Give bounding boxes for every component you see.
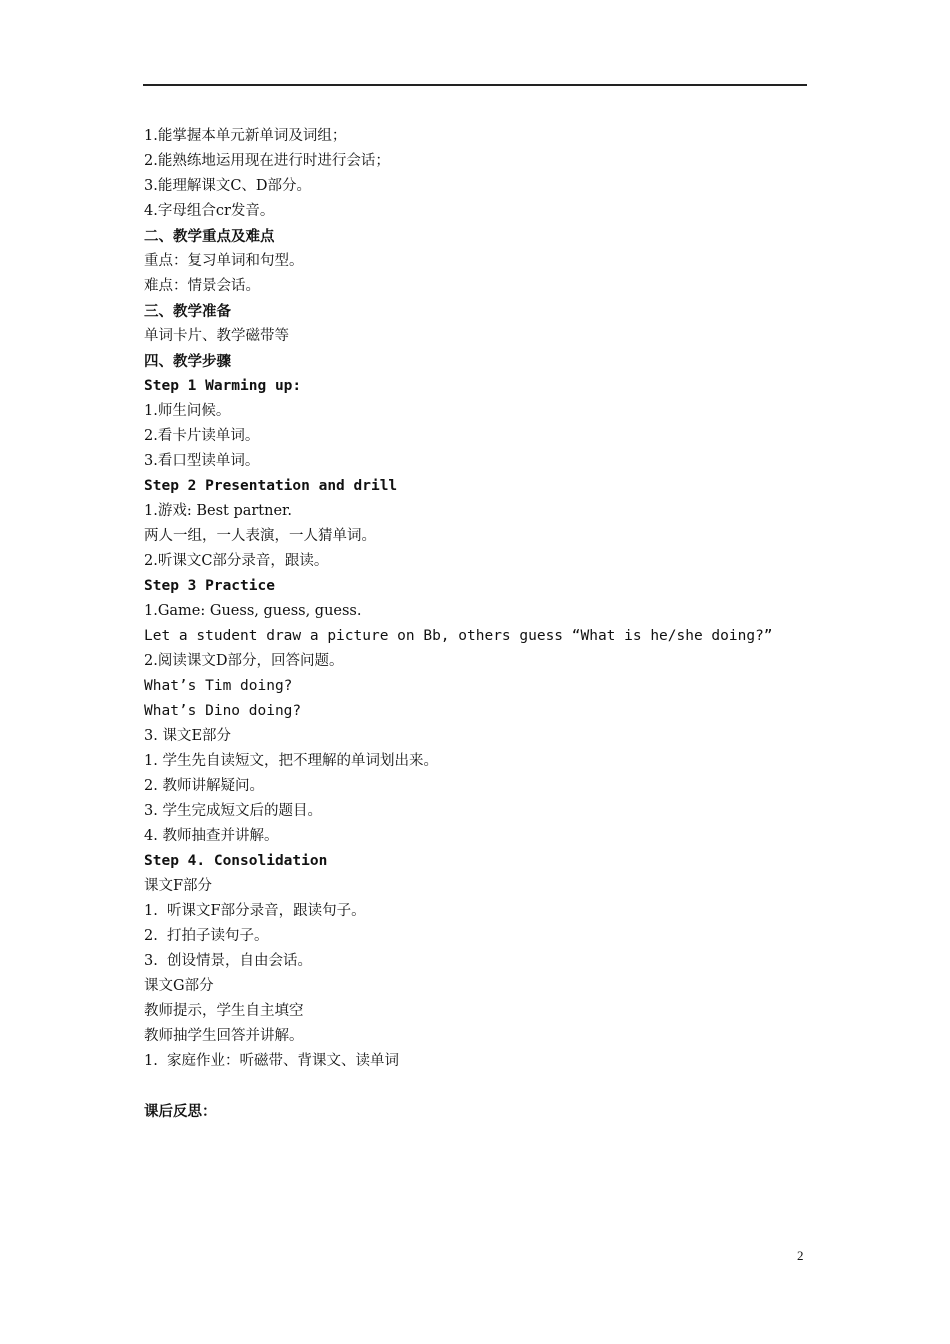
text-line: 4.字母组合cr发音。: [144, 203, 275, 219]
text-line: 1.游戏: Best partner.: [144, 503, 292, 519]
text-line: 单词卡片、教学磁带等: [144, 328, 289, 344]
text-line: 2.看卡片读单词。: [144, 428, 260, 444]
text-line: 重点：复习单词和句型。: [144, 253, 304, 269]
text-line: 2.能熟练地运用现在进行时进行会话；: [144, 153, 390, 169]
text-line: 3. 课文E部分: [144, 728, 232, 744]
text-line: 1.Game: Guess, guess, guess.: [144, 603, 362, 619]
text-line: 2.阅读课文D部分，回答问题。: [144, 653, 344, 669]
header-rule: [143, 84, 807, 86]
text-line: What’s Tim doing?: [144, 678, 293, 694]
section-heading: 二、教学重点及难点: [144, 228, 275, 245]
section-heading: 课后反思：: [144, 1103, 217, 1120]
text-line: 3.看口型读单词。: [144, 453, 260, 469]
text-line: 4. 教师抽查并讲解。: [144, 828, 279, 844]
text-line: 1. 听课文F部分录音，跟读句子。: [144, 903, 366, 919]
text-line: Let a student draw a picture on Bb, others guess “What is he/she doing?”: [144, 628, 773, 644]
text-line: 3.能理解课文C、D部分。: [144, 178, 312, 194]
text-line: 3. 学生完成短文后的题目。: [144, 803, 322, 819]
blank-line: [144, 1074, 808, 1099]
text-line: 1.能掌握本单元新单词及词组；: [144, 128, 347, 144]
text-line: 两人一组，一人表演，一人猜单词。: [144, 528, 376, 544]
text-line: 课文F部分: [144, 878, 213, 894]
section-heading: 三、教学准备: [144, 303, 231, 320]
text-line: What’s Dino doing?: [144, 703, 302, 719]
section-heading: Step 4. Consolidation: [144, 853, 328, 869]
page-number: 2: [797, 1248, 804, 1263]
text-line: 1.师生问候。: [144, 403, 231, 419]
text-line: 2.听课文C部分录音，跟读。: [144, 553, 329, 569]
text-line: 课文G部分: [144, 978, 214, 994]
text-line: 1. 学生先自读短文，把不理解的单词划出来。: [144, 753, 438, 769]
text-line: 教师提示，学生自主填空: [144, 1003, 304, 1019]
section-heading: Step 2 Presentation and drill: [144, 478, 398, 494]
text-line: 2. 教师讲解疑问。: [144, 778, 264, 794]
document-body: [144, 124, 808, 1124]
text-line: 难点：情景会话。: [144, 278, 260, 294]
text-line: 2. 打拍子读句子。: [144, 928, 269, 944]
section-heading: Step 1 Warming up:: [144, 378, 302, 394]
section-heading: 四、教学步骤: [144, 353, 231, 370]
text-line: 教师抽学生回答并讲解。: [144, 1028, 304, 1044]
text-line: 3. 创设情景，自由会话。: [144, 953, 313, 969]
text-line: 1. 家庭作业：听磁带、背课文、读单词: [144, 1053, 400, 1069]
section-heading: Step 3 Practice: [144, 578, 275, 594]
